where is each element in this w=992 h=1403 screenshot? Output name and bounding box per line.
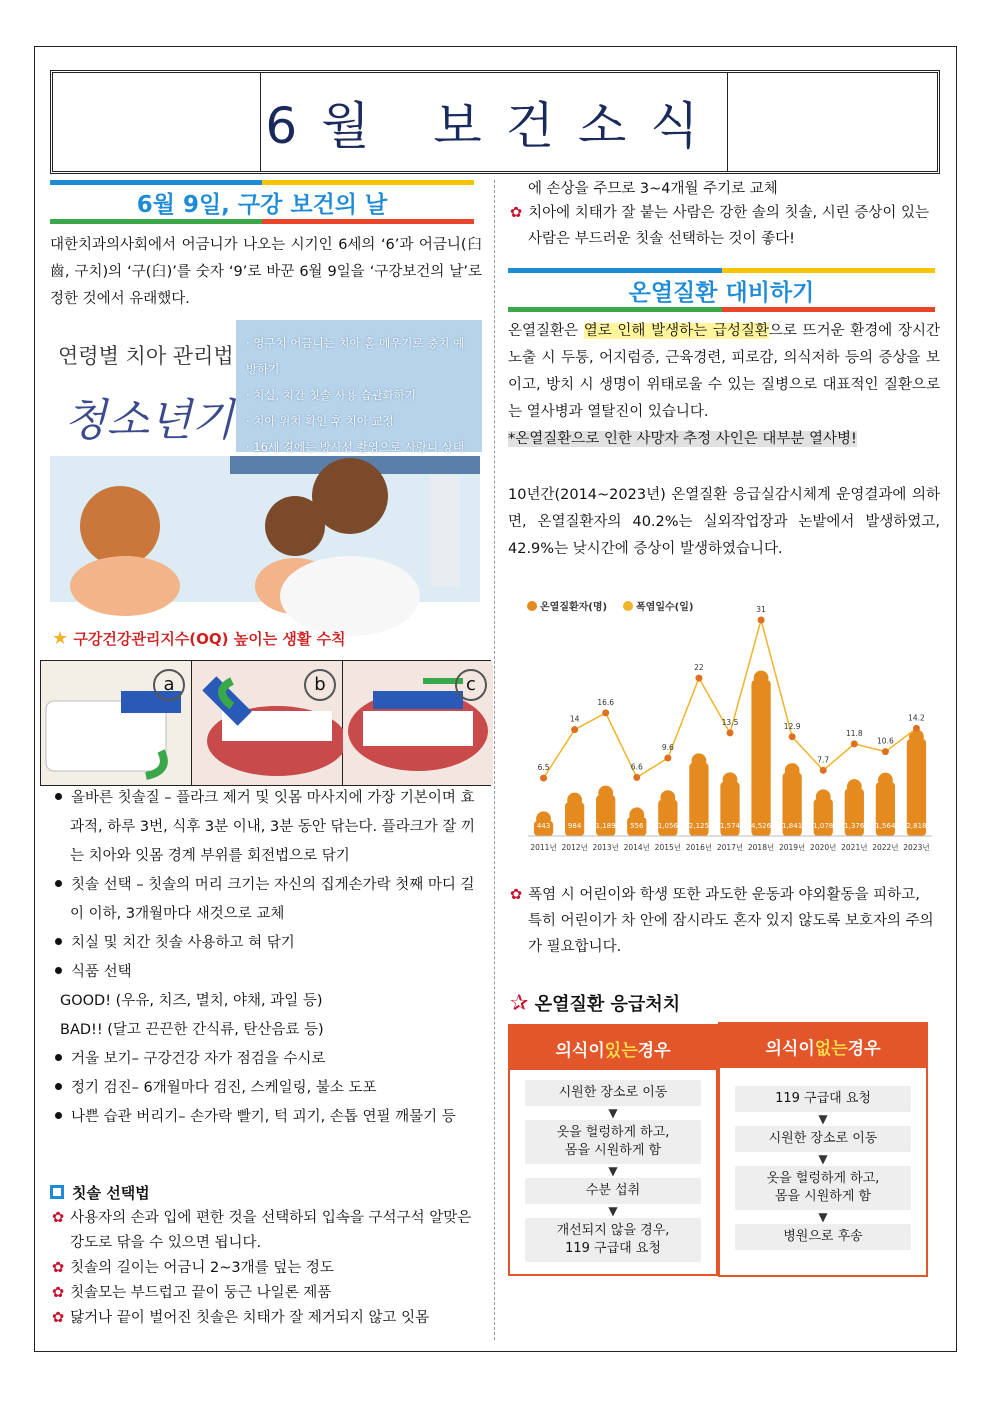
line-point: [540, 775, 547, 782]
list-item: 거울 보기– 구강건강 자가 점검을 수시로: [52, 1045, 476, 1074]
oral-day-text: 대한치과의사회에서 어금니가 나오는 시기인 6세의 ‘6’과 어금니(臼齒, 구치)의 ‘구(臼)’를 숫자 ‘9’로 바꾼 6월 9일을 ‘구강보건의 날’로 정한 것에서 유래했다.: [50, 237, 482, 307]
first-aid-title: 온열질환 응급처치: [534, 994, 681, 1015]
banner-heading: 연령별 치아 관리법: [58, 344, 234, 368]
arrow-down-icon: ▼: [818, 1152, 828, 1166]
chart-bar-head: [878, 773, 893, 788]
list-item: ✿ 치아에 치태가 잘 붙는 사람은 강한 솔의 칫솔, 시린 증상이 있는 사람은 부드러운 칫솔 선택하는 것이 좋다!: [510, 205, 930, 247]
list-item: 식품 선택: [52, 958, 476, 987]
line-value-label: 31: [756, 605, 766, 614]
list-item: 나쁜 습관 버리기– 손가락 빨기, 턱 괴기, 손톱 연필 깨물기 등: [52, 1103, 476, 1132]
line-value-label: 13.5: [721, 717, 739, 727]
bar-value-label: 984: [567, 822, 582, 830]
bar-value-label: 1,564: [875, 822, 896, 830]
title-left-cell: [53, 73, 261, 171]
banner-big-text: 청소년기: [64, 395, 235, 446]
oq-heading: [52, 628, 346, 649]
chart-bar-head: [847, 779, 862, 794]
chart-bar-head: [692, 753, 707, 768]
x-tick-label: 2022년: [872, 843, 899, 852]
chart-bar-head: [567, 793, 582, 808]
list-item: 올바른 칫솔질 – 플라크 제거 및 잇몸 마사지에 가장 기본이며 효과적, 하루 3번, 식후 3분 이내, 3분 동안 닦는다. 플라크가 잘 끼는 치아와 잇몸 경계 부위를 회전법으로 닦기: [52, 784, 476, 871]
flower-icon: ✿: [510, 205, 523, 221]
brushing-image-a: [41, 661, 192, 785]
brush-tip-list: [510, 200, 936, 252]
column-divider: [494, 180, 495, 1340]
aid-step: 수분 섭취: [525, 1178, 701, 1204]
bar-value-label: 1,078: [813, 822, 834, 830]
line-point: [913, 725, 920, 732]
good-foods: GOOD! (우유, 치즈, 멸치, 야채, 과일 등): [60, 993, 323, 1009]
line-point: [758, 617, 765, 624]
aid-conscious-header: 의식이 있는 경우: [510, 1026, 716, 1070]
line-value-label: 10.6: [877, 736, 894, 746]
line-point: [851, 740, 858, 747]
bar-value-label: 556: [630, 822, 644, 830]
line-point: [727, 729, 734, 736]
x-tick-label: 2014년: [623, 843, 650, 852]
teen-care-banner: [50, 320, 482, 458]
aid-unconscious-column: [718, 1022, 928, 1277]
heat-advice-list: [510, 882, 938, 960]
chart-bar-head: [598, 786, 613, 801]
legend-label: 폭염일수(일): [636, 602, 694, 613]
chart-bar-head: [785, 763, 800, 778]
list-item: 칫솔 선택 – 칫솔의 머리 크기는 자신의 집게손가락 첫째 마디 길이 이하, 3개월마다 새것으로 교체: [52, 871, 476, 929]
line-value-label: 14.2: [908, 713, 925, 723]
x-tick-label: 2021년: [841, 843, 868, 852]
brushing-image-c: [343, 661, 493, 785]
legend-line-icon: [623, 601, 633, 611]
bar-value-label: 1,574: [719, 822, 741, 830]
line-value-label: 9.6: [661, 743, 674, 753]
line-point: [695, 675, 702, 682]
bar-value-label: 1,841: [782, 822, 803, 830]
section-title: 온열질환 대비하기: [508, 273, 935, 307]
line-value-label: 6.6: [630, 762, 643, 772]
bar-value-label: 2,818: [906, 822, 927, 830]
step-label-c: c: [455, 669, 487, 701]
bar-value-label: 2,125: [688, 822, 709, 830]
title-box: [50, 70, 940, 174]
banner-point: · 16세 경에는 방사선 촬영으로 사랑니 상태: [246, 440, 464, 454]
x-tick-label: 2011년: [530, 843, 557, 852]
brush-selection-list: [52, 1206, 476, 1331]
brush-selection-heading: [50, 1182, 150, 1203]
line-point: [882, 748, 889, 755]
line-value-label: 12.9: [783, 721, 801, 731]
oq-title: 구강건강관리지수(OQ) 높이는 생활 수칙: [73, 630, 346, 648]
chart-bar: [751, 680, 770, 836]
banner-point: · 영구치 어금니는 치아 홈 메우기로 충치 예방하기: [246, 336, 465, 376]
line-value-label: 6.5: [537, 763, 550, 773]
page-title: 6월 보건소식: [265, 97, 723, 155]
banner-point: · 치아 위치 확인 후 치아 교정: [246, 414, 394, 428]
x-tick-label: 2017년: [716, 843, 744, 852]
arrow-down-icon: ▼: [608, 1164, 618, 1178]
x-tick-label: 2012년: [561, 843, 588, 852]
chart-bar-head: [754, 671, 769, 686]
line-point: [789, 733, 796, 740]
x-tick-label: 2016년: [685, 843, 713, 852]
arrow-down-icon: ▼: [608, 1204, 618, 1218]
line-value-label: 14: [569, 714, 580, 724]
x-tick-label: 2013년: [592, 843, 619, 852]
flower-icon: ✿: [52, 1260, 65, 1276]
line-point: [633, 774, 640, 781]
brush-continued-text: 에 손상을 주므로 3~4개월 주기로 교체: [528, 181, 778, 197]
flower-icon: ✿: [52, 1285, 65, 1301]
legend-bar-icon: [527, 601, 537, 611]
chart-bar: [658, 800, 677, 836]
chart-svg: [520, 590, 940, 862]
line-value-label: 22: [694, 663, 704, 673]
x-tick-label: 2020년: [810, 843, 837, 852]
brushing-method-images: [40, 660, 491, 786]
bar-value-label: 443: [536, 822, 551, 830]
section-heading-oral-day: [50, 180, 474, 224]
chart-bar-head: [723, 772, 738, 787]
line-point: [820, 767, 827, 774]
arrow-down-icon: ▼: [818, 1112, 828, 1126]
aid-step: 시원한 장소로 이동: [735, 1126, 911, 1152]
line-value-label: 7.7: [817, 755, 830, 765]
flower-icon: ✿: [52, 1210, 65, 1226]
flower-icon: ✿: [52, 1310, 65, 1326]
step-label-b: b: [304, 669, 336, 701]
x-tick-label: 2023년: [903, 843, 930, 852]
arrow-down-icon: ▼: [818, 1210, 828, 1224]
x-tick-label: 2018년: [747, 843, 775, 852]
chart-bar-head: [660, 790, 675, 805]
line-point: [571, 726, 578, 733]
section-heading-heat: [508, 268, 935, 312]
bar-value-label: 4,526: [751, 822, 772, 830]
chart-bar-head: [629, 807, 644, 822]
legend-label: 온열질환자(명): [540, 602, 608, 613]
brush-selection-title: 칫솔 선택법: [72, 1184, 150, 1202]
arrow-down-icon: ▼: [608, 1106, 618, 1120]
star-outline-icon: ✰: [510, 991, 529, 1016]
step-label-a: a: [153, 669, 185, 701]
star-icon: ★: [52, 628, 69, 649]
banner-point: · 치실, 치간 칫솔 사용 습관화하기: [246, 388, 417, 402]
title-right-cell: [727, 73, 937, 171]
brushing-image-b: [192, 661, 343, 785]
banner-points: [236, 320, 482, 452]
aid-step: 119 구급대 요청: [735, 1086, 911, 1112]
chart-bar: [814, 799, 833, 836]
list-item: ✿ 칫솔의 길이는 어금니 2~3개를 덮는 정도: [52, 1260, 334, 1276]
list-item: ✿ 사용자의 손과 입에 편한 것을 선택하되 입속을 구석구석 알맞은 강도로 닦을 수 있으면 됩니다.: [52, 1210, 472, 1251]
aid-step: 시원한 장소로 이동: [525, 1080, 701, 1106]
aid-unconscious-header: 의식이 없는 경우: [720, 1024, 926, 1068]
oral-rules-list: [52, 784, 476, 1132]
aid-step: 옷을 헐렁하게 하고, 몸을 시원하게 함: [735, 1166, 911, 1210]
bar-value-label: 1,376: [844, 822, 865, 830]
highlight-text: 열로 인해 발생하는 급성질환: [583, 323, 769, 339]
first-aid-heading: [510, 990, 680, 1016]
section-title: 6월 9일, 구강 보건의 날: [50, 185, 474, 219]
aid-conscious-column: [508, 1024, 718, 1276]
x-tick-label: 2015년: [654, 843, 682, 852]
square-icon: [50, 1185, 64, 1199]
heat-chart: [520, 590, 940, 862]
list-item: ✿ 폭염 시 어린이와 학생 또한 과도한 운동과 야외활동을 피하고, 특히 어린이가 차 안에 잠시라도 혼자 있지 않도록 보호자의 주의가 필요합니다.: [510, 887, 934, 955]
family-illustration-svg: [50, 456, 480, 602]
heat-illness-text: 온열질환은 열로 인해 발생하는 급성질환으로 뜨거운 환경에 장시간 노출 시 두통, 어지럼증, 근육경련, 피로감, 의식저하 등의 증상을 보이고, 방치 시 생명이 위태로울 수 있는 질병으로 대표적인 질환으로는 열사병과 열탈진이 있습니다. *온열질환으로 인한 사망자 추정 사인은 대부분 열사병!: [508, 323, 940, 447]
line-value-label: 11.8: [845, 728, 863, 738]
list-item: 정기 검진– 6개월마다 검진, 스케일링, 불소 도포: [52, 1074, 476, 1103]
bad-foods: BAD!! (달고 끈끈한 간식류, 탄산음료 등): [60, 1022, 324, 1038]
aid-step: 옷을 헐렁하게 하고, 몸을 시원하게 함: [525, 1120, 701, 1164]
line-point: [664, 755, 671, 762]
list-item: 치실 및 치간 칫솔 사용하고 혀 닦기: [52, 929, 476, 958]
flower-icon: ✿: [510, 887, 523, 903]
bar-value-label: 1,189: [595, 822, 616, 830]
x-tick-label: 2019년: [778, 843, 806, 852]
line-point: [602, 709, 609, 716]
death-cause-note: *온열질환으로 인한 사망자 추정 사인은 대부분 열사병!: [508, 431, 857, 447]
family-brushing-illustration: [50, 456, 480, 602]
aid-step: 병원으로 후송: [735, 1224, 911, 1250]
aid-step: 개선되지 않을 경우, 119 구급대 요청: [525, 1218, 701, 1262]
chart-bar-head: [816, 789, 831, 804]
list-item: ✿ 칫솔모는 부드럽고 끝이 둥근 나일론 제품: [52, 1285, 332, 1301]
bar-value-label: 1,056: [657, 822, 678, 830]
heat-stats-text: 10년간(2014~2023년) 온열질환 응급실감시체계 운영결과에 의하면, 온열질환자의 40.2%는 실외작업장과 논밭에서 발생하였고, 42.9%는 낮시간에 증상이 발생하였습니다.: [508, 487, 940, 557]
list-item: ✿ 닳거나 끝이 벌어진 칫솔은 치태가 잘 제거되지 않고 잇몸: [52, 1310, 430, 1326]
line-value-label: 16.6: [597, 697, 615, 707]
